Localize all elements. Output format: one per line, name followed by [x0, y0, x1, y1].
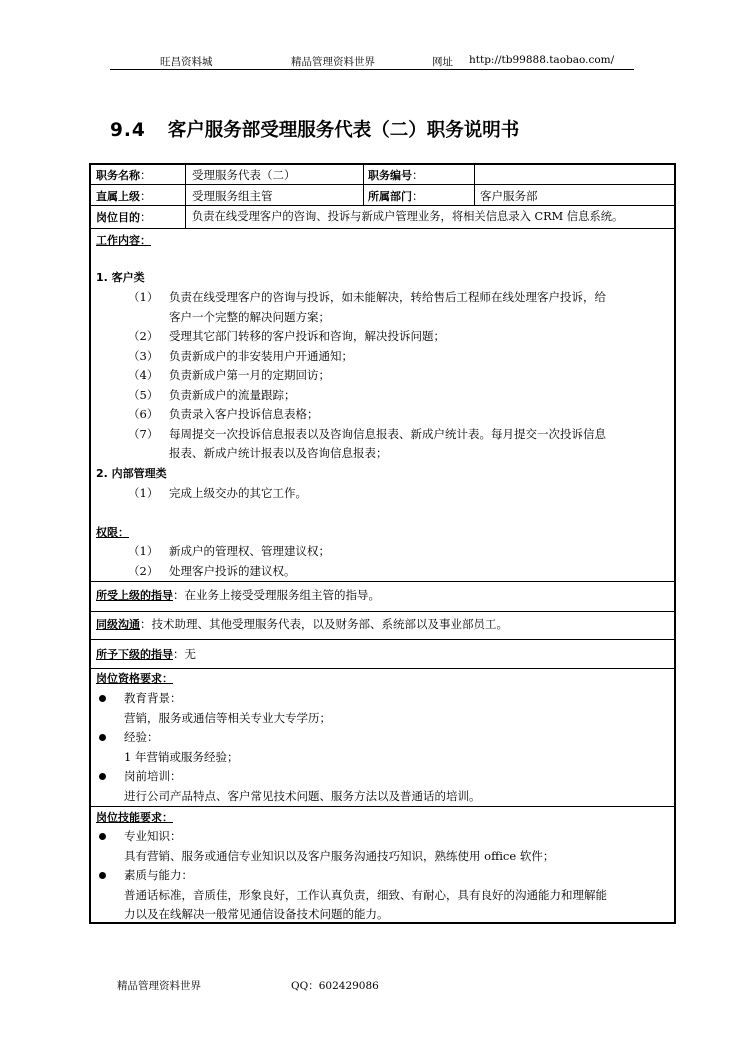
list-item-number: （2）: [128, 329, 159, 343]
row-divider: [89, 184, 676, 185]
sub-value: 无: [184, 647, 196, 661]
list-item-number: （1）: [128, 486, 159, 500]
list-item-text: 负责新成户的非安装用户开通通知；: [169, 348, 353, 363]
row-divider: [89, 581, 676, 582]
col-divider: [185, 164, 186, 228]
list-item-text: 完成上级交办的其它工作。: [169, 486, 307, 500]
dept-label: 所属部门：: [368, 189, 424, 203]
col-divider: [363, 164, 364, 205]
list-item-number: （6）: [128, 407, 159, 421]
qualification-label: 岗位资格要求：: [96, 672, 173, 685]
bullet-text: 1 年营销或服务经验；: [124, 749, 239, 764]
bullet-text: 普通话标准，音质佳，形象良好，工作认真负责，细致、有耐心，具有良好的沟通能力和理解能: [124, 887, 607, 902]
superior-label: 直属上级：: [96, 189, 152, 203]
authority-label: 权限：: [96, 526, 129, 539]
list-item-number: （5）: [128, 387, 159, 402]
header-url-link[interactable]: http://tb99888.taobao.com/: [469, 54, 615, 66]
bullet-text: 营销，服务或通信等相关专业大专学历；: [124, 710, 331, 725]
row-divider: [89, 639, 676, 640]
section-internal: 2. 内部管理类: [96, 467, 167, 480]
title-number: 9.4: [110, 120, 146, 141]
bullet-icon: [99, 734, 106, 741]
footer-world: 精品管理资料世界: [117, 980, 201, 992]
guidance-row: 所受上级的指导：在业务上接受受理服务组主管的指导。: [96, 588, 380, 602]
list-item-number: （4）: [128, 368, 159, 382]
list-item-text: 每周提交一次投诉信息报表以及咨询信息报表、新成户统计表。每月提交一次投诉信息: [169, 426, 606, 441]
bullet-icon: [99, 773, 106, 780]
bullet-title: 岗前培训：: [124, 769, 182, 783]
row-divider: [89, 205, 676, 206]
bullet-text: 力以及在线解决一般常见通信设备技术问题的能力。: [124, 907, 389, 921]
list-item-text: 处理客户投诉的建议权。: [169, 563, 296, 578]
superior-value: 受理服务组主管: [192, 189, 273, 203]
skill-label: 岗位技能要求：: [96, 811, 173, 824]
sub-row: 所予下级的指导：无: [96, 647, 196, 661]
list-item-number: （2）: [128, 563, 159, 578]
job-name-label: 职务名称：: [96, 168, 152, 182]
list-item-text: 受理其它部门转移的客户投诉和咨询，解决投诉问题；: [169, 329, 445, 343]
row-divider: [89, 611, 676, 612]
title-text: 客户服务部受理服务代表（二）职务说明书: [167, 120, 520, 141]
header-url-label: 网址: [432, 56, 453, 68]
purpose-value: 负责在线受理客户的咨询、投诉与新成户管理业务，将相关信息录入 CRM 信息系统。: [192, 210, 624, 223]
bullet-title: 素质与能力：: [124, 868, 193, 882]
bullet-icon: [99, 833, 106, 840]
dept-value: 客户服务部: [480, 189, 538, 203]
bullet-title: 专业知识：: [124, 829, 182, 843]
list-item-text: 客户一个完整的解决问题方案；: [169, 309, 330, 324]
list-item-text: 负责在线受理客户的咨询与投诉，如未能解决，转给售后工程师在线处理客户投诉，给: [169, 290, 606, 304]
header-world: 精品管理资料世界: [291, 56, 375, 68]
list-item-number: （1）: [128, 290, 159, 304]
header-rule: [110, 69, 634, 70]
peer-value: 技术助理、其他受理服务代表，以及财务部、系统部以及事业部员工。: [151, 617, 508, 631]
guidance-value: 在业务上接受受理服务组主管的指导。: [184, 588, 380, 602]
footer-qq: QQ：602429086: [291, 980, 379, 992]
list-item-text: 新成户的管理权、管理建议权；: [169, 544, 330, 558]
purpose-label: 岗位目的：: [96, 210, 152, 224]
job-name-value: 受理服务代表（二）: [192, 168, 296, 182]
list-item-text: 负责新成户第一月的定期回访；: [169, 368, 330, 382]
row-divider: [89, 228, 676, 229]
page-title: [110, 116, 519, 142]
row-divider: [89, 668, 676, 669]
header-shop: 旺昌资料城: [160, 56, 213, 68]
bullet-icon: [99, 695, 106, 702]
list-item-text: 报表、新成户统计报表以及咨询信息报表；: [169, 446, 388, 460]
work-content-label: 工作内容：: [96, 234, 151, 247]
bullet-icon: [99, 872, 106, 879]
list-item-number: （7）: [128, 426, 159, 441]
list-item-number: （3）: [128, 348, 159, 363]
bullet-text: 进行公司产品特点、客户常见技术问题、服务方法以及普通话的培训。: [124, 788, 481, 803]
list-item-number: （1）: [128, 544, 159, 558]
bullet-title: 经验：: [124, 730, 159, 744]
col-divider: [474, 164, 475, 205]
list-item-text: 负责录入客户投诉信息表格；: [169, 407, 319, 421]
bullet-title: 教育背景：: [124, 691, 182, 705]
peer-row: 同级沟通：技术助理、其他受理服务代表，以及财务部、系统部以及事业部员工。: [96, 617, 508, 631]
section-customer: 1. 客户类: [96, 271, 145, 284]
list-item-text: 负责新成户的流量跟踪；: [169, 387, 296, 402]
job-code-label: 职务编号：: [368, 168, 424, 182]
bullet-text: 具有营销、服务或通信专业知识以及客户服务沟通技巧知识，熟练使用 office 软件；: [124, 848, 555, 863]
row-divider: [89, 806, 676, 807]
